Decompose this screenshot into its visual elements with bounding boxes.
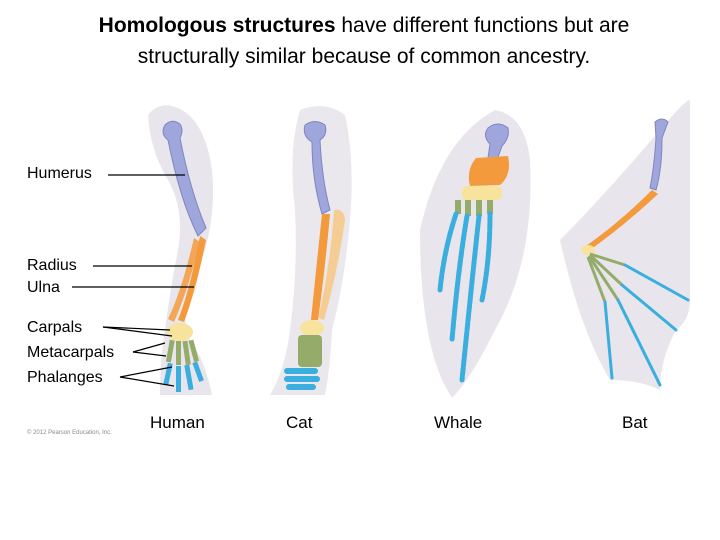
copyright-notice: © 2012 Pearson Education, Inc. xyxy=(27,430,112,436)
title-rest: have different functions but are xyxy=(335,14,630,37)
metacarpals-leader-b xyxy=(133,352,166,356)
title-line-2: structurally similar because of common ancestry. xyxy=(137,45,591,68)
bat-wing-membrane xyxy=(560,100,690,390)
whale-radius-ulna xyxy=(469,156,509,186)
label-radius: Radius xyxy=(27,257,77,274)
label-humerus: Humerus xyxy=(27,165,92,182)
label-metacarpals: Metacarpals xyxy=(27,344,115,361)
species-human: Human xyxy=(150,413,205,432)
whale-flipper xyxy=(420,110,531,398)
label-carpals: Carpals xyxy=(27,319,83,336)
species-bat: Bat xyxy=(622,413,648,432)
label-ulna: Ulna xyxy=(27,279,60,296)
cat-metacarpals xyxy=(298,335,322,367)
human-carpals xyxy=(167,323,193,341)
cat-leg xyxy=(270,106,352,395)
cat-carpals xyxy=(300,320,324,336)
metacarpals-leader-a xyxy=(133,343,165,352)
title-bold: Homologous structures xyxy=(98,14,336,37)
bat-wing xyxy=(560,100,690,390)
label-phalanges: Phalanges xyxy=(27,369,103,386)
whale-carpals xyxy=(462,186,502,200)
human-arm xyxy=(148,105,213,395)
species-cat: Cat xyxy=(286,413,313,432)
cat-phalanges xyxy=(284,368,320,390)
species-whale: Whale xyxy=(434,413,483,432)
